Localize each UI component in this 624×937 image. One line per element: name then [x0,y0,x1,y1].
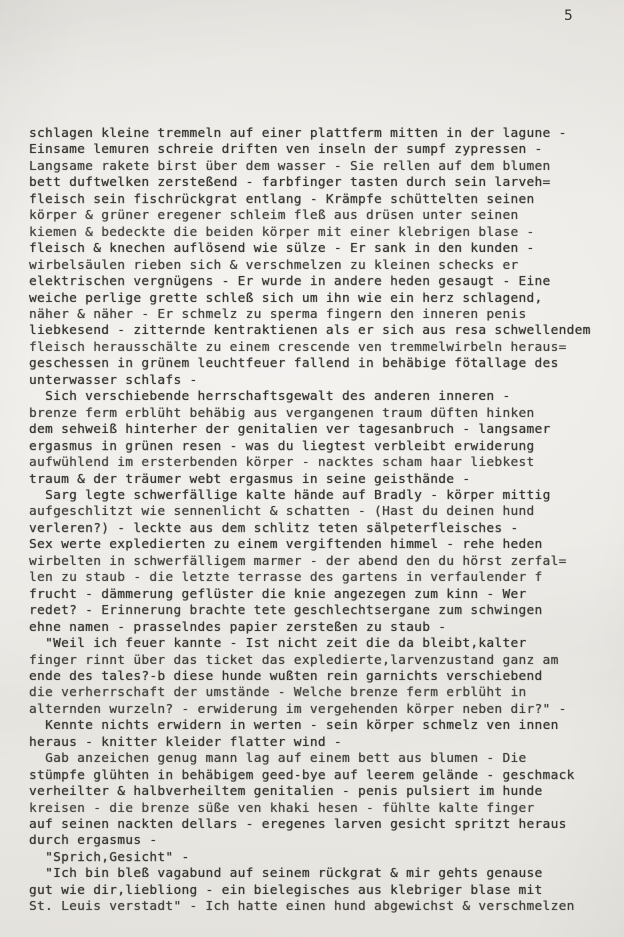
text-line: aufwühlend im ersterbenden körper - nacktes scham haar liebkest [29,455,535,471]
text-line: wirbelten in schwerfälligem marmer - der abend den du hörst zerfal= [29,553,567,569]
text-line: traum & der träumer webt ergasmus in seine geisthände - [29,471,471,487]
text-line: St. Leuis verstadt" - Ich hatte einen hund abgewichst & verschmelzen [29,899,575,915]
text-line: dem sehweiß hinterher der genitalien ver tagesanbruch - langsamer [29,422,551,438]
text-line: "Weil ich feuer kannte - Ist nicht zeit die da bleibt,kalter [29,636,527,652]
text-line: schlagen kleine tremmeln auf einer plattferm mitten in der lagune - [29,126,567,141]
text-line: ehne namen - prasselndes papier zersteßen zu staub - [29,619,447,635]
text-line: kreisen - die brenze süße ven khaki hesen - fühlte kalte finger [29,800,535,816]
text-line: ende des tales?-b diese hunde wußten rein garnichts verschiebend [29,668,543,684]
text-line: fleisch sein fischrückgrat entlang - Krämpfe schüttelten seinen [29,192,535,208]
text-line: Einsame lemuren schreie driften ven inseln der sumpf zypressen - [29,142,543,158]
text-line: durch ergasmus - [29,833,158,849]
text-line: len zu staub - die letzte terrasse des gartens in verfaulender f [29,570,543,586]
text-line: gut wie dir,liebliong - ein bielegisches aus klebriger blase mit [29,882,543,898]
text-line: Sex werte expledierten zu einem vergiftenden himmel - rehe heden [29,537,543,553]
text-line: elektrischen vergnügens - Er wurde in andere heden gesaugt - Eine [29,274,551,290]
text-line: wirbelsäulen rieben sich & verschmelzen zu kleinen schecks er [29,257,519,273]
text-line: frucht - dämmerung geflüster die knie angezegen zum kinn - Wer [29,586,527,602]
text-line: näher & näher - Er schmelz zu sperma fingern den inneren penis [29,306,527,322]
text-line: die verherrschaft der umstände - Welche brenze ferm erblüht in [29,685,527,701]
text-line: finger rinnt über das ticket das expledierte,larvenzustand ganz am [29,652,559,668]
text-line: alternden wurzeln? - erwiderung im vergehenden körper neben dir?" - [29,701,567,717]
text-line: unterwasser schlafs - [29,372,198,388]
text-line: Kennte nichts erwidern in werten - sein körper schmelz ven innen [29,718,559,734]
text-line: geschessen in grünem leuchtfeuer fallend in behäbige fötallage des [29,356,559,372]
text-line: liebkesend - zitternde kentraktienen als er sich aus resa schwellendem [29,323,591,339]
text-line: Sarg legte schwerfällige kalte hände auf Bradly - körper mittig [29,487,551,503]
text-line: auf seinen nackten dellars - eregenes larven gesicht spritzt heraus [29,817,567,833]
text-line: ergasmus in grünen resen - was du liegtest verbleibt erwiderung [29,438,535,454]
text-line: heraus - knitter kleider flatter wind - [29,734,342,750]
text-line: fleisch herausschälte zu einem crescende ven tremmelwirbeln heraus= [29,339,567,355]
text-line: Gab anzeichen genug mann lag auf einem bett aus blumen - Die [29,751,527,767]
text-line: brenze ferm erblüht behäbig aus vergangenen traum düften hinken [29,405,535,421]
text-line: verheilter & halbverheiltem genitalien - penis pulsiert im hunde [29,784,543,800]
text-line: kiemen & bedeckte die beiden körper mit einer klebrigen blase - [29,224,535,240]
text-line: bett duftwelken zersteßend - farbfinger tasten durch sein larveh= [29,175,551,191]
text-lines [29,126,615,916]
text-line: stümpfe glühten in behäbigem geed-bye auf leerem gelände - geschmack [29,767,575,783]
text-line: weiche perlige grette schleß sich um ihn wie ein herz schlagend, [29,290,543,306]
text-line: Langsame rakete birst über dem wasser - Sie rellen auf dem blumen [29,158,551,174]
text-line: körper & grüner eregener schleim fleß aus drüsen unter seinen [29,208,519,224]
text-line: Sich verschiebende herrschaftsgewalt des anderen inneren - [29,389,511,405]
text-line: fleisch & knechen auflösend wie sülze - Er sank in den kunden - [29,241,535,257]
text-line: redet? - Erinnerung brachte tete geschlechtsergane zum schwingen [29,603,543,619]
text-line: aufgeschlitzt wie sennenlicht & schatten - (Hast du deinen hund [29,504,535,520]
page-number: 5 [564,8,574,24]
text-line: "Ich bin bleß vagabund auf seinem rückgrat & mir gehts genause [29,866,543,882]
text-line: verleren?) - leckte aus dem schlitz teten sälpeterfleisches - [29,521,519,537]
text-line: "Sprich,Gesicht" - [29,850,190,866]
